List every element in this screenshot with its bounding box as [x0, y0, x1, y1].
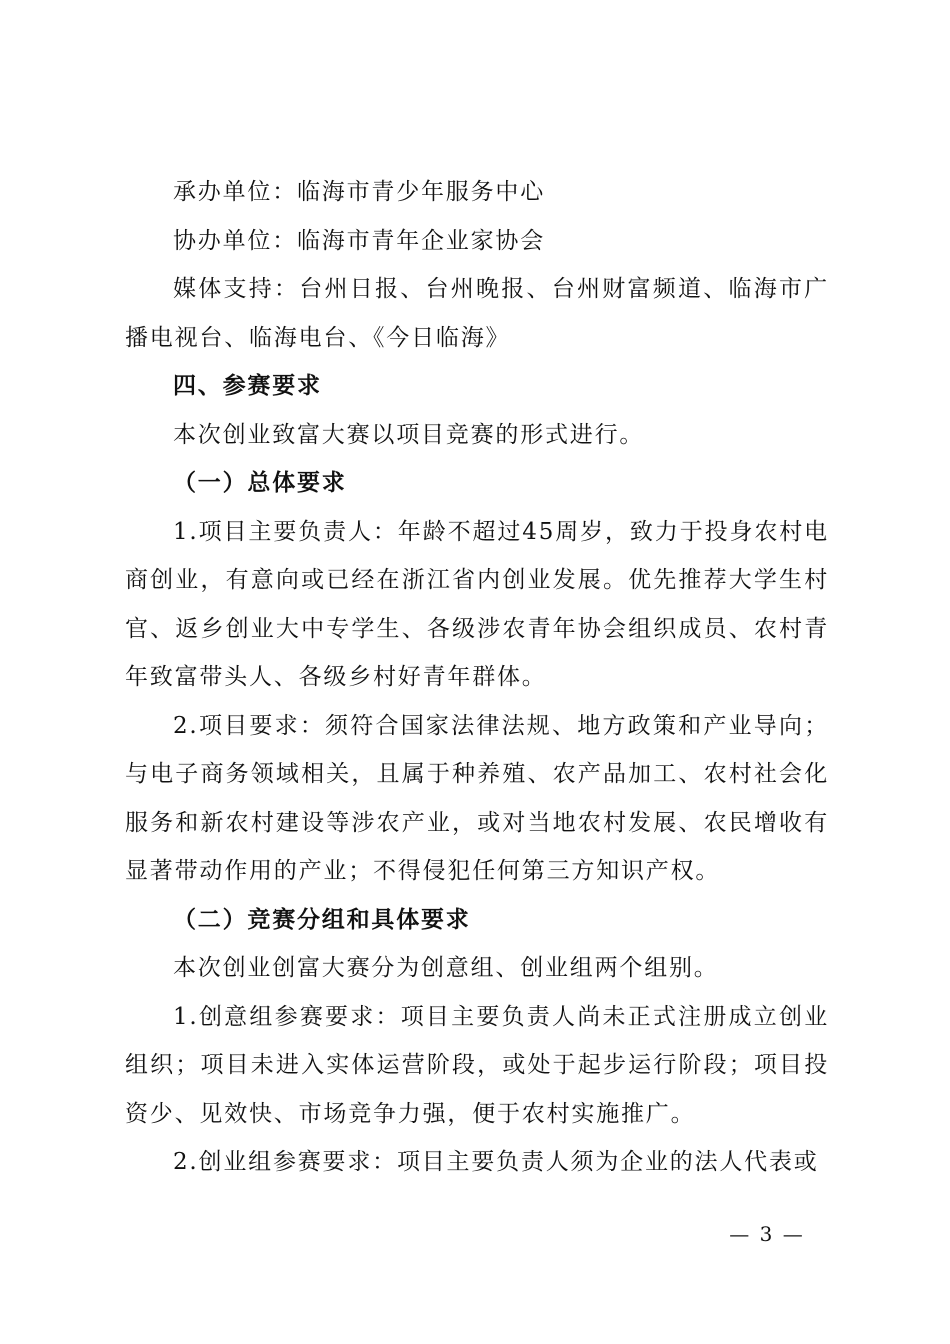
paragraph-project-leader: 1.项目主要负责人：年龄不超过45周岁，致力于投身农村电商创业，有意向或已经在浙江省内创业发展。优先推荐大学生村官、返乡创业大中专学生、各级涉农青年协会组织成员、农村青年致富带头人、各级乡村好青年群体。 [125, 518, 829, 690]
paragraph-media-support: 媒体支持：台州日报、台州晚报、台州财富频道、临海市广播电视台、临海电台、《今日临海》 [125, 276, 829, 351]
paragraph-startup-group: 2.创业组参赛要求：项目主要负责人须为企业的法人代表或 [173, 1149, 819, 1175]
document-body [125, 168, 829, 1187]
paragraph-organizer: 承办单位：临海市青少年服务中心 [173, 179, 545, 205]
subsection-heading-groups: （二）竞赛分组和具体要求 [173, 905, 471, 933]
paragraph-co-organizer: 协办单位：临海市青年企业家协会 [173, 227, 545, 254]
paragraph-project-requirements: 2.项目要求：须符合国家法律法规、地方政策和产业导向；与电子商务领域相关，且属于种养殖、农产品加工、农村社会化服务和新农村建设等涉农产业，或对当地农村发展、农民增收有显著带动作用的产业；不得侵犯任何第三方知识产权。 [125, 712, 829, 884]
section-heading-requirements: 四、参赛要求 [173, 372, 322, 399]
paragraph-idea-group: 1.创意组参赛要求：项目主要负责人尚未正式注册成立创业组织；项目未进入实体运营阶段，或处于起步运行阶段；项目投资少、见效快、市场竞争力强，便于农村实施推广。 [125, 1003, 829, 1127]
paragraph-groups-intro: 本次创业创富大赛分为创意组、创业组两个组别。 [173, 955, 719, 981]
page-number: — 3 — [729, 1222, 805, 1246]
subsection-heading-general: （一）总体要求 [173, 469, 347, 496]
paragraph-competition-format: 本次创业致富大赛以项目竞赛的形式进行。 [173, 421, 645, 448]
